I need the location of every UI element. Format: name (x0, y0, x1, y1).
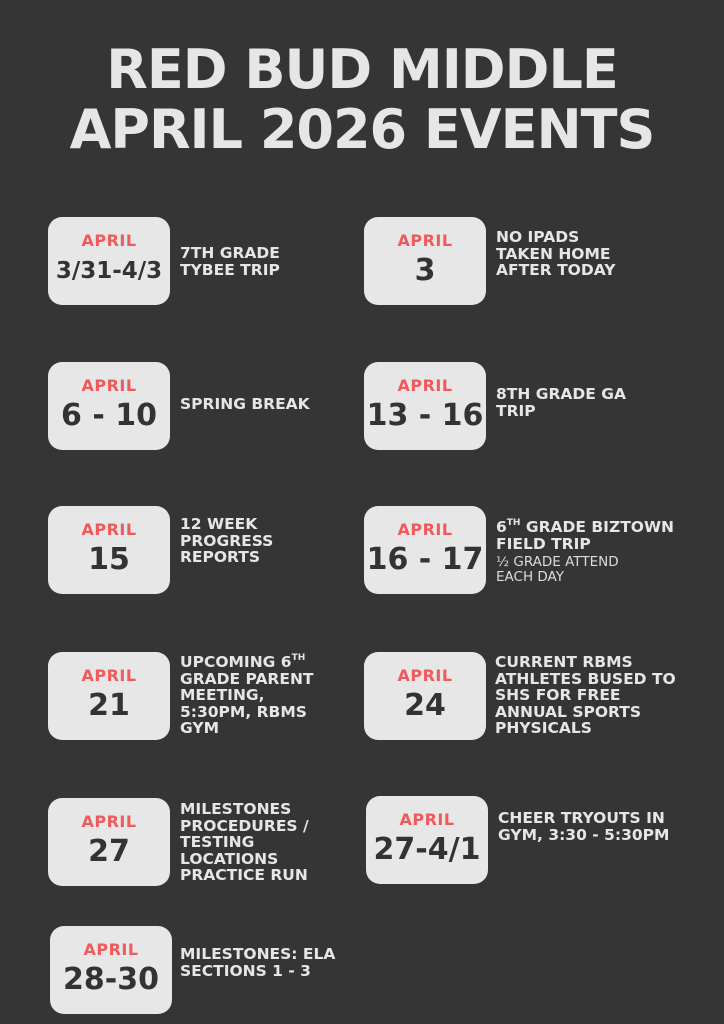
badge-month: APRIL (83, 940, 139, 959)
event-line: REPORTS (180, 548, 261, 566)
badge-month: APRIL (81, 520, 137, 539)
badge-month: APRIL (397, 520, 453, 539)
event-line: NO IPADS (496, 228, 580, 246)
badge-month: APRIL (397, 666, 453, 685)
badge-month: APRIL (397, 231, 453, 250)
event-note: ½ GRADE ATTEND EACH DAY (496, 554, 619, 585)
badge-date: 13 - 16 (366, 398, 484, 433)
badge-date: 28-30 (63, 962, 159, 997)
badge-month: APRIL (81, 231, 137, 250)
event-line: SECTIONS 1 - 3 (180, 961, 311, 980)
event-line: PRACTICE RUN (180, 866, 308, 884)
event-line: 12 WEEK (180, 515, 258, 533)
date-badge (48, 217, 170, 305)
badge-date: 27-4/1 (373, 832, 481, 867)
event-line: MILESTONES: ELA (180, 945, 336, 963)
date-badge (48, 798, 170, 886)
badge-date: 3/31-4/3 (55, 258, 163, 284)
badge-date: 15 (88, 542, 130, 577)
date-badge (364, 506, 486, 594)
badge-date: 21 (88, 688, 130, 723)
event-line: PROCEDURES / (180, 816, 309, 835)
event-line: SHS FOR FREE (495, 686, 621, 704)
date-badge (364, 652, 486, 740)
badge-date: 16 - 17 (366, 542, 484, 577)
event-description (180, 396, 380, 413)
event-line: CURRENT RBMS (495, 653, 633, 671)
event-line: TAKEN HOME (496, 244, 611, 263)
event-description (180, 654, 380, 737)
event-description (180, 245, 380, 278)
event-description (180, 516, 380, 566)
date-badge (48, 362, 170, 450)
event-line: LOCATIONS (180, 849, 279, 868)
page-title (0, 40, 724, 160)
badge-date: 3 (414, 253, 436, 288)
event-line: GYM (180, 719, 220, 737)
badge-month: APRIL (81, 812, 137, 831)
event-line: FIELD TRIP (496, 534, 591, 553)
event-line: GRADE PARENT (180, 669, 314, 688)
event-line: 5:30PM, RBMS (180, 702, 307, 721)
date-badge (48, 652, 170, 740)
event-description (496, 519, 696, 585)
event-line: MILESTONES (180, 800, 292, 818)
event-description (496, 229, 696, 279)
event-line: MEETING, (180, 686, 265, 704)
badge-month: APRIL (81, 376, 137, 395)
event-line: 6TH GRADE BIZTOWN (496, 518, 675, 536)
badge-date: 24 (404, 688, 446, 723)
date-badge (48, 506, 170, 594)
badge-month: APRIL (397, 376, 453, 395)
event-description (180, 801, 380, 884)
event-description (496, 386, 696, 419)
event-description (495, 654, 695, 737)
title-line-school: RED BUD MIDDLE (106, 38, 618, 101)
event-line: ANNUAL SPORTS (495, 702, 641, 721)
event-line: PROGRESS (180, 531, 274, 550)
date-badge (50, 926, 172, 1014)
date-badge (364, 217, 486, 305)
event-line: ATHLETES BUSED TO (495, 669, 676, 688)
badge-date: 6 - 10 (61, 398, 157, 433)
event-line: PHYSICALS (495, 719, 592, 737)
badge-date: 27 (88, 834, 130, 869)
event-line: TESTING (180, 833, 255, 851)
event-line: 7TH GRADE (180, 244, 280, 262)
event-description (180, 946, 380, 979)
badge-month: APRIL (399, 810, 455, 829)
badge-month: APRIL (81, 666, 137, 685)
date-badge (364, 362, 486, 450)
event-line: TRIP (496, 401, 536, 420)
event-line: SPRING BREAK (180, 395, 310, 413)
title-line-events: APRIL 2026 EVENTS (69, 98, 655, 161)
event-line: 8TH GRADE GA (496, 385, 626, 403)
event-line: UPCOMING 6TH (180, 653, 306, 671)
event-line: TYBEE TRIP (180, 260, 280, 279)
event-line: GYM, 3:30 - 5:30PM (498, 825, 670, 844)
date-badge (366, 796, 488, 884)
event-description (498, 810, 698, 843)
event-line: AFTER TODAY (496, 261, 616, 279)
event-line: CHEER TRYOUTS IN (498, 809, 665, 827)
